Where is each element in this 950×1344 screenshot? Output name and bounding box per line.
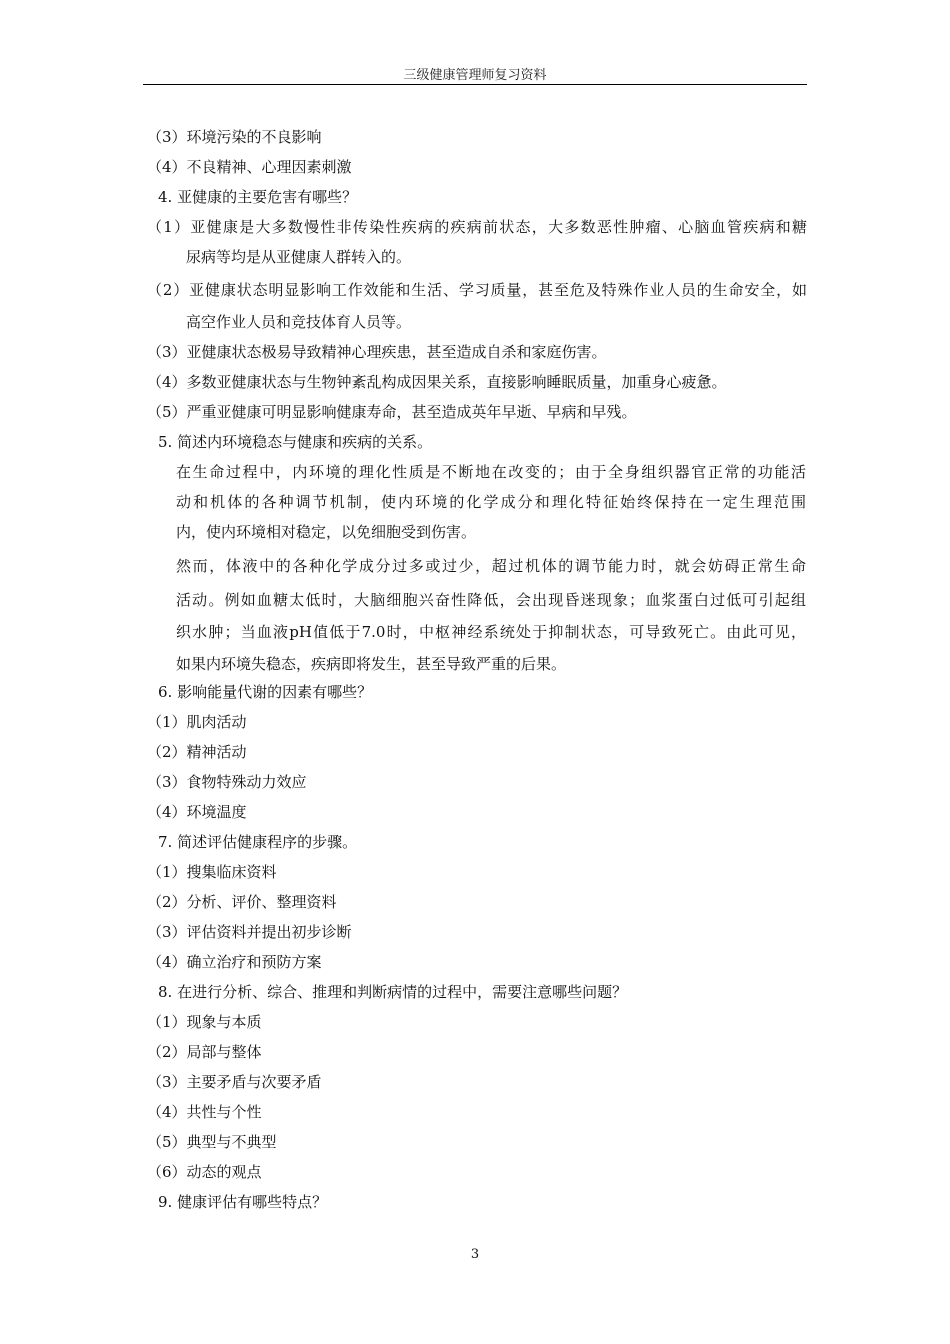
- list-item: （2）分析、评价、整理资料: [147, 893, 337, 911]
- list-item: （1）搜集临床资料: [147, 863, 277, 881]
- question-heading: 8. 在进行分析、综合、推理和判断病情的过程中，需要注意哪些问题？: [158, 983, 628, 1001]
- header-rule: [143, 84, 807, 85]
- list-item: （4）多数亚健康状态与生物钟紊乱构成因果关系，直接影响睡眠质量，加重身心疲惫。: [147, 373, 727, 391]
- list-item: （5）典型与不典型: [147, 1133, 277, 1151]
- question-heading: 9. 健康评估有哪些特点？: [158, 1193, 328, 1211]
- paragraph-line: 尿病等均是从亚健康人群转入的。: [186, 248, 412, 266]
- list-item: （4）不良精神、心理因素刺激: [147, 158, 352, 176]
- paragraph-line: 活动。例如血糖太低时，大脑细胞兴奋性降低，会出现昏迷现象；血浆蛋白过低可引起组: [176, 591, 806, 609]
- list-item: （1）肌肉活动: [147, 713, 247, 731]
- list-item: （3）环境污染的不良影响: [147, 128, 322, 146]
- paragraph-line: 内，使内环境相对稳定，以免细胞受到伤害。: [176, 523, 477, 541]
- list-item: （4）确立治疗和预防方案: [147, 953, 322, 971]
- list-item: （2）精神活动: [147, 743, 247, 761]
- question-heading: 4. 亚健康的主要危害有哪些？: [158, 188, 358, 206]
- paragraph-line: 高空作业人员和竞技体育人员等。: [186, 313, 412, 331]
- list-item: （3）亚健康状态极易导致精神心理疾患，甚至造成自杀和家庭伤害。: [147, 343, 607, 361]
- paragraph-line: 动和机体的各种调节机制，使内环境的化学成分和理化特征始终保持在一定生理范围: [176, 493, 806, 511]
- running-header: 三级健康管理师复习资料: [403, 68, 547, 83]
- list-item: （3）评估资料并提出初步诊断: [147, 923, 352, 941]
- question-heading: 5. 简述内环境稳态与健康和疾病的关系。: [158, 433, 433, 451]
- list-item: （6）动态的观点: [147, 1163, 262, 1181]
- page-number: 3: [470, 1247, 480, 1262]
- list-item: （4）环境温度: [147, 803, 247, 821]
- list-item: （3）主要矛盾与次要矛盾: [147, 1073, 322, 1091]
- list-item: （3）食物特殊动力效应: [147, 773, 307, 791]
- question-heading: 7. 简述评估健康程序的步骤。: [158, 833, 358, 851]
- question-heading: 6. 影响能量代谢的因素有哪些？: [158, 683, 373, 701]
- paragraph-line: （1）亚健康是大多数慢性非传染性疾病的疾病前状态，大多数恶性肿瘤、心脑血管疾病和糖: [147, 218, 807, 236]
- paragraph-line: 在生命过程中，内环境的理化性质是不断地在改变的；由于全身组织器官正常的功能活: [176, 463, 806, 481]
- list-item: （2）局部与整体: [147, 1043, 262, 1061]
- paragraph-line: 然而，体液中的各种化学成分过多或过少，超过机体的调节能力时，就会妨碍正常生命: [176, 557, 806, 575]
- list-item: （1）现象与本质: [147, 1013, 262, 1031]
- list-item: （5）严重亚健康可明显影响健康寿命，甚至造成英年早逝、早病和早残。: [147, 403, 637, 421]
- paragraph-line: （2）亚健康状态明显影响工作效能和生活、学习质量，甚至危及特殊作业人员的生命安全，如: [147, 281, 807, 299]
- paragraph-line: 如果内环境失稳态，疾病即将发生，甚至导致严重的后果。: [176, 655, 567, 673]
- paragraph-line: 织水肿；当血液pH值低于7.0时，中枢神经系统处于抑制状态，可导致死亡。由此可见，: [176, 623, 806, 641]
- list-item: （4）共性与个性: [147, 1103, 262, 1121]
